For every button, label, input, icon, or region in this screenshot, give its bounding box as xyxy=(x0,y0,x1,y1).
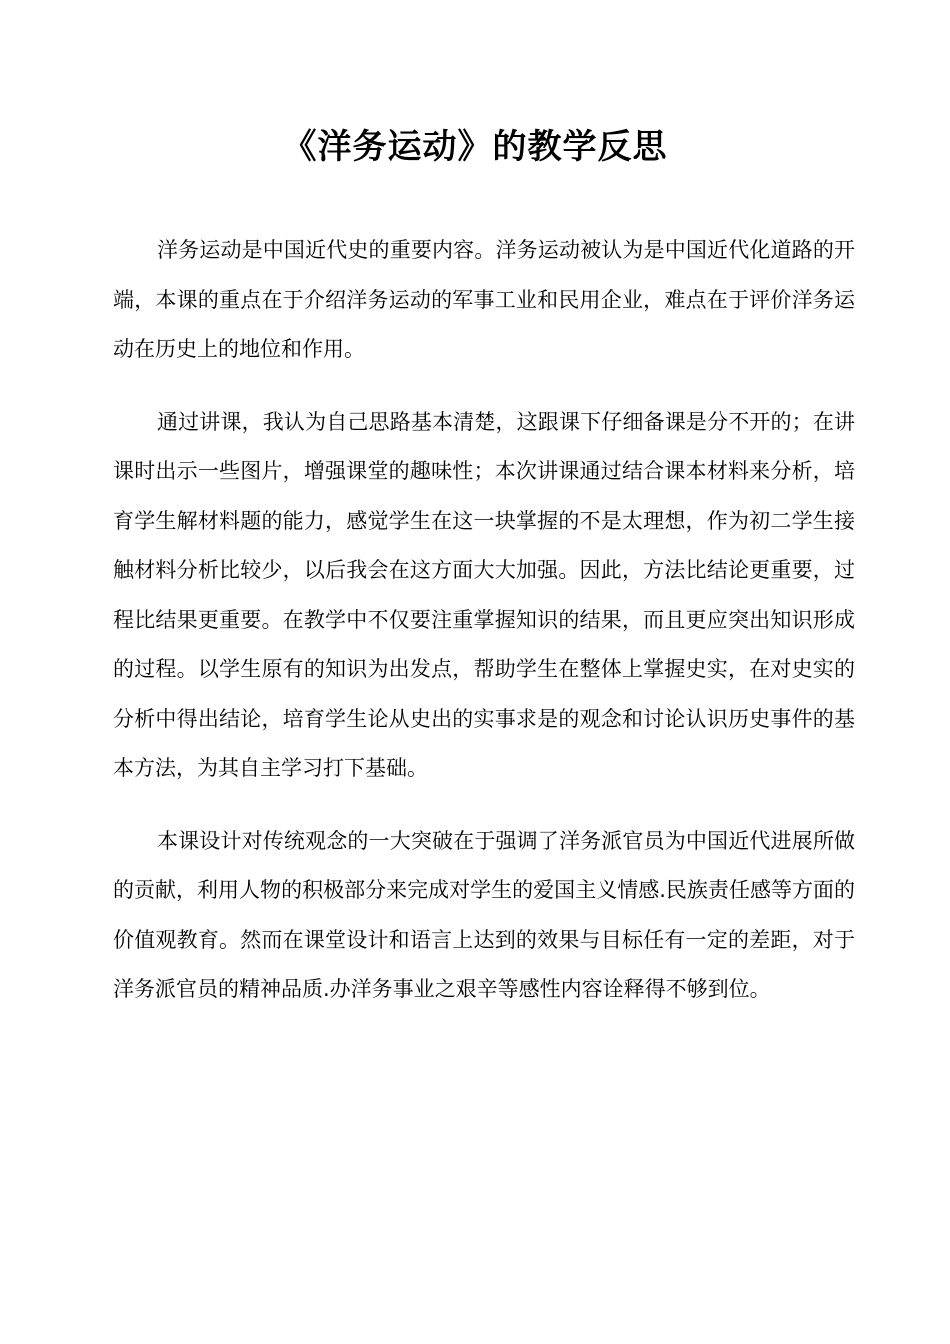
document-title: 《洋务运动》的教学反思 xyxy=(282,126,668,167)
paragraph-reflection: 通过讲课，我认为自己思路基本清楚，这跟课下仔细备课是分不开的；在讲课时出示一些图片，增强课堂的趣味性；本次讲课通过结合课本材料来分析，培育学生解材料题的能力，感觉学生在这一块掌握的不是太理想，作为初二学生接触材料分析比较少，以后我会在这方面大大加强。因此，方法比结论更重要，过程比结果更重要。在教学中不仅要注重掌握知识的结果，而且更应突出知识形成的过程。以学生原有的知识为出发点，帮助学生在整体上掌握史实，在对史实的分析中得出结论，培育学生论从史出的实事求是的观念和讨论认识历史事件的基本方法，为其自主学习打下基础。 xyxy=(113,409,855,780)
paragraph-intro: 洋务运动是中国近代史的重要内容。洋务运动被认为是中国近代化道路的开端，本课的重点在于介绍洋务运动的军事工业和民用企业，难点在于评价洋务运动在历史上的地位和作用。 xyxy=(113,238,855,361)
paragraph-design: 本课设计对传统观念的一大突破在于强调了洋务派官员为中国近代进展所做的贡献，利用人物的积极部分来完成对学生的爱国主义情感.民族责任感等方面的价值观教育。然而在课堂设计和语言上达到的效果与目标任有一定的差距，对于洋务派官员的精神品质.办洋务事业之艰辛等感性内容诠释得不够到位。 xyxy=(113,828,855,1001)
document-body xyxy=(113,226,855,1038)
